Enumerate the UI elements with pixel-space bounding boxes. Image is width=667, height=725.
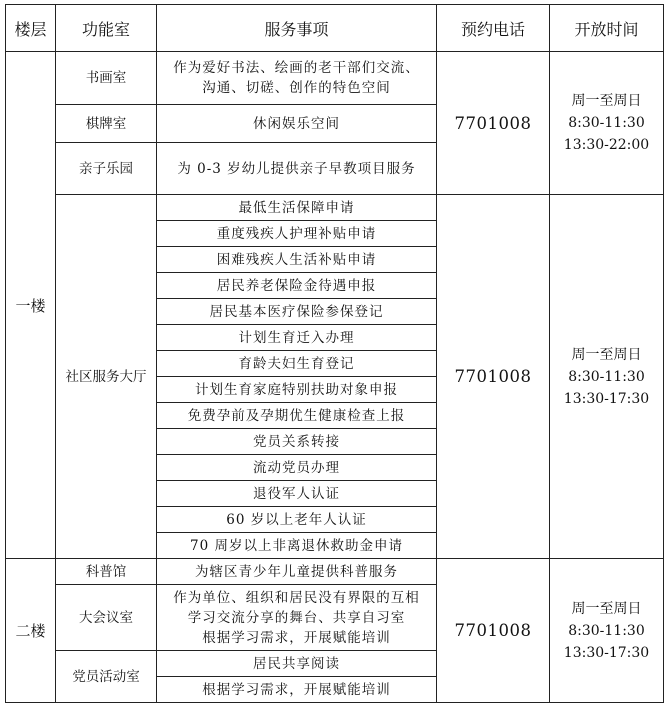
room-name: 大会议室 [56,585,157,651]
service-line: 根据学习需求，开展赋能培训 [202,629,391,646]
room-name: 书画室 [56,52,157,105]
hours-line: 周一至周日 [571,93,642,109]
service-item: 计划生育家庭特别扶助对象申报 [157,377,437,403]
header-floor: 楼层 [6,5,56,52]
opening-hours [550,52,664,195]
room-name: 社区服务大厅 [56,195,157,559]
service-item: 居民共享阅读 [157,651,437,677]
service-item: 为 0-3 岁幼儿提供亲子早教项目服务 [157,143,437,195]
service-item: 居民养老保险金待遇申报 [157,273,437,299]
service-line: 作为单位、组织和居民没有界限的互相 [173,589,420,606]
phone-number: 7701008 [437,52,550,195]
header-hours: 开放时间 [550,5,664,52]
header-service: 服务事项 [157,5,437,52]
floor-label: 一楼 [6,52,56,559]
hours-line: 13:30-17:30 [563,390,650,407]
hours-line: 8:30-11:30 [568,622,645,639]
service-item: 计划生育迁入办理 [157,325,437,351]
service-schedule-table [5,4,664,703]
opening-hours [550,195,664,559]
hours-line: 8:30-11:30 [568,368,645,385]
hours-line: 周一至周日 [571,346,642,363]
room-name: 棋牌室 [56,105,157,143]
service-item: 居民基本医疗保险参保登记 [157,299,437,325]
service-item: 为辖区青少年儿童提供科普服务 [157,559,437,585]
service-item: 重度残疾人护理补贴申请 [157,221,437,247]
table-row [6,195,664,221]
schedule-sheet [5,4,664,703]
room-name: 亲子乐园 [56,143,157,195]
service-item: 最低生活保障申请 [157,195,437,221]
room-name: 科普馆 [56,559,157,585]
service-item: 困难残疾人生活补贴申请 [157,247,437,273]
service-item: 休闲娱乐空间 [157,105,437,143]
service-item: 党员关系转接 [157,429,437,455]
service-item: 60 岁以上老年人认证 [157,507,437,533]
service-line: 作为爱好书法、绘画的老干部们交流、 [173,60,420,76]
hours-line: 13:30-17:30 [563,644,650,661]
service-item: 根据学习需求，开展赋能培训 [157,677,437,703]
header-phone: 预约电话 [437,5,550,52]
service-line: 学习交流分享的舞台、共享自习室 [187,609,406,626]
service-item: 70 周岁以上非离退休救助金申请 [157,533,437,559]
table-row [6,559,664,585]
phone-number: 7701008 [437,559,550,703]
hours-line: 13:30-22:00 [563,137,650,153]
service-item: 流动党员办理 [157,455,437,481]
room-name: 党员活动室 [56,651,157,703]
service-item: 育龄夫妇生育登记 [157,351,437,377]
header-room: 功能室 [56,5,157,52]
opening-hours [550,559,664,703]
table-row [6,52,664,105]
hours-line: 8:30-11:30 [568,115,645,131]
service-item [157,585,437,651]
service-line: 沟通、切磋、创作的特色空间 [202,80,391,96]
floor-label: 二楼 [6,559,56,703]
service-item: 免费孕前及孕期优生健康检查上报 [157,403,437,429]
service-item [157,52,437,105]
hours-line: 周一至周日 [571,600,642,617]
phone-number: 7701008 [437,195,550,559]
service-item: 退役军人认证 [157,481,437,507]
header-row [6,5,664,52]
